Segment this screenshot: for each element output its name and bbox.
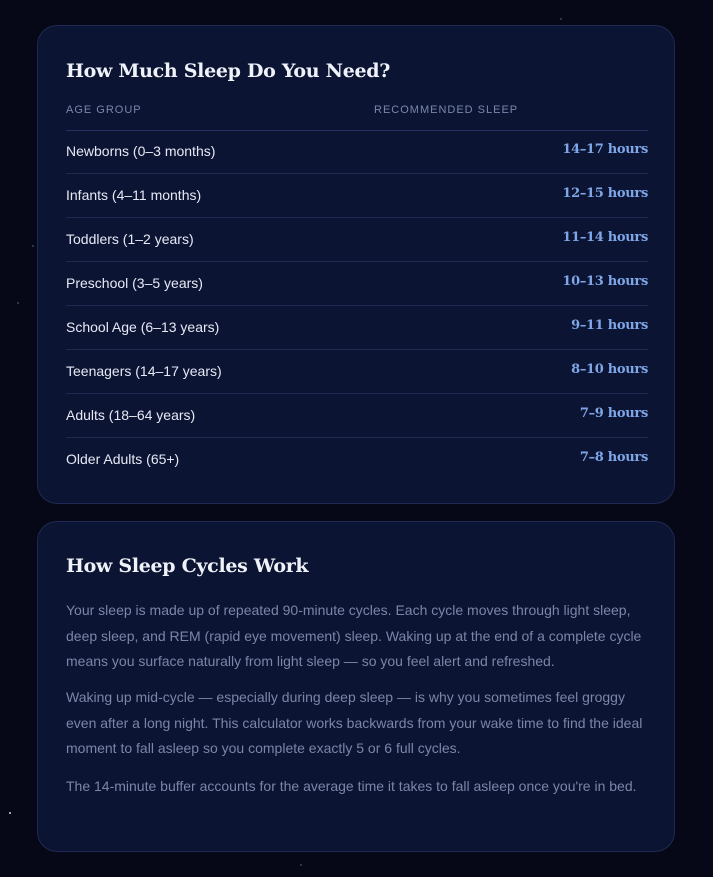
table-row — [66, 306, 648, 350]
sleep-table-header — [66, 104, 648, 131]
recommended-hours-cell: 11–14 hours — [562, 230, 648, 245]
recommended-hours-cell: 10–13 hours — [562, 274, 648, 289]
sleep-cycles-paragraph: Your sleep is made up of repeated 90-minute cycles. Each cycle moves through light sleep, deep sleep, and REM (rapid eye movement) sleep. Waking up at the end of a complete cycle means you surface naturally from light sleep — so you feel alert and refreshed. — [66, 602, 642, 669]
sleep-cycles-paragraph: The 14-minute buffer accounts for the average time it takes to fall asleep once you're in bed. — [66, 778, 637, 794]
sleep-needs-card — [37, 25, 675, 504]
table-row — [66, 218, 648, 262]
sleep-cycles-paragraph: Waking up mid-cycle — especially during deep sleep — is why you sometimes feel groggy even after a long night. This calculator works backwards from your wake time to find the ideal moment to fall asleep so you complete exactly 5 or 6 full cycles. — [66, 689, 643, 756]
sleep-needs-title: How Much Sleep Do You Need? — [66, 60, 391, 82]
age-group-cell: Infants (4–11 months) — [66, 187, 202, 203]
star-decoration — [17, 302, 19, 304]
table-row — [66, 394, 648, 438]
age-group-cell: Older Adults (65+) — [66, 451, 180, 467]
star-decoration — [9, 812, 11, 814]
age-group-cell: Preschool (3–5 years) — [66, 275, 203, 291]
recommended-hours-cell: 12–15 hours — [562, 186, 648, 201]
star-decoration — [560, 18, 562, 20]
star-decoration — [32, 245, 34, 247]
recommended-hours-cell: 7–9 hours — [579, 406, 648, 421]
sleep-table-body — [66, 130, 648, 481]
recommended-hours-cell: 7–8 hours — [579, 450, 648, 465]
sleep-cycles-title: How Sleep Cycles Work — [66, 555, 309, 577]
table-row — [66, 350, 648, 394]
age-group-cell: Teenagers (14–17 years) — [66, 363, 222, 379]
star-decoration — [300, 864, 302, 866]
table-row — [66, 174, 648, 218]
age-group-cell: Newborns (0–3 months) — [66, 143, 216, 159]
recommended-hours-cell: 8–10 hours — [571, 362, 648, 377]
age-group-cell: Toddlers (1–2 years) — [66, 231, 194, 247]
table-row — [66, 262, 648, 306]
recommended-hours-cell: 9–11 hours — [571, 318, 648, 333]
age-group-cell: Adults (18–64 years) — [66, 407, 196, 423]
column-header-age-group: AGE GROUP — [66, 104, 142, 116]
sleep-cycles-card — [37, 521, 675, 852]
recommended-hours-cell: 14–17 hours — [562, 142, 648, 157]
table-row — [66, 130, 648, 174]
table-row — [66, 438, 648, 481]
age-group-cell: School Age (6–13 years) — [66, 319, 220, 335]
column-header-recommended-sleep: RECOMMENDED SLEEP — [374, 104, 519, 116]
